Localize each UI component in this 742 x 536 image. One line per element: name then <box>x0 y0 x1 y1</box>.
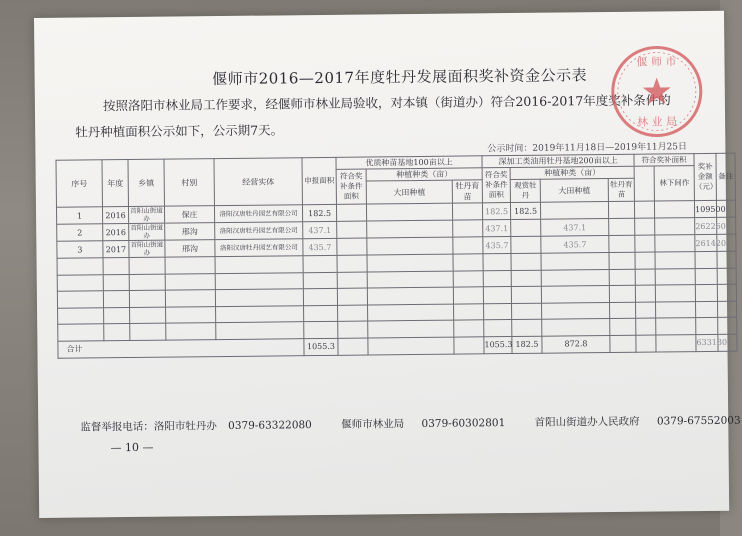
intro-line-2: 牡丹种植面积公示如下，公示期7天。 <box>75 122 284 140</box>
cell-year: 2017 <box>103 241 129 258</box>
street-office-phone: 0379-67552003 <box>656 414 741 428</box>
cell-g2-ornamental <box>511 236 541 253</box>
intro-line-1: 按照洛阳市林业局工作要求，经偃师市林业局验收，对本镇（街道办）符合2016-2017年度奖补条件的 <box>102 92 671 114</box>
street-office-label: 首阳山街道办人民政府 <box>534 415 640 429</box>
cell-declared: 182.5 <box>302 204 336 221</box>
header-year: 年度 <box>102 160 128 207</box>
document-title: 偃师市2016—2017年度牡丹发展面积奖补资金公示表 <box>212 66 588 89</box>
notice-document <box>34 11 741 518</box>
cell-year: 2016 <box>103 224 129 241</box>
forestry-bureau-phone: 0379-60302801 <box>421 417 506 430</box>
subsidy-table <box>55 153 737 359</box>
header-g2-types: 种植种类（亩） <box>510 166 634 179</box>
page-number: — 10 — <box>110 440 154 455</box>
cell-g2-field: 435.7 <box>541 235 609 253</box>
cell-g2-field <box>540 201 608 219</box>
forestry-bureau-label: 偃师市林业局 <box>341 418 405 431</box>
total-amount: 633180 <box>696 334 718 351</box>
header-town: 乡镇 <box>128 159 164 206</box>
hotline-luoyang-phone: 0379-63322080 <box>228 419 312 432</box>
cell-year: 2016 <box>102 207 128 224</box>
cell-g2-field: 437.1 <box>541 218 609 236</box>
notice-period: 公示时间：2019年11月18日—2019年11月25日 <box>487 142 688 155</box>
cell-amount: 262260 <box>695 217 717 234</box>
official-seal-icon <box>606 41 707 142</box>
cell-village: 邢沟 <box>165 223 215 241</box>
hotline-label: 监督举报电话：洛阳市牡丹办 <box>80 420 217 434</box>
cell-g2-eligible: 437.1 <box>483 220 511 237</box>
cell-g2-eligible: 182.5 <box>482 203 510 220</box>
cell-g2-ornamental: 182.5 <box>510 202 540 219</box>
cell-village: 保庄 <box>164 206 214 224</box>
header-declared-area: 申报面积 <box>302 157 336 204</box>
header-g2-nursery: 牡丹育苗 <box>608 178 634 201</box>
header-g2-field: 大田种植 <box>540 178 608 202</box>
cell-seq: 1 <box>56 207 102 224</box>
header-forest-blank <box>634 166 654 201</box>
cell-village: 邢沟 <box>165 240 215 258</box>
header-group-oil-peony-base: 深加工类油用牡丹基地200亩以上 <box>482 154 634 168</box>
total-g2-eligible: 1055.3 <box>484 336 512 353</box>
header-amount: 奖补金额（元） <box>694 153 716 200</box>
cell-seq: 2 <box>57 224 103 241</box>
header-village: 村别 <box>164 159 214 207</box>
cell-town: 首阳山街道办 <box>130 206 163 223</box>
cell-town: 首阳山街道办 <box>130 223 163 240</box>
cell-seq: 3 <box>57 241 103 258</box>
header-g2-eligible: 符合奖补条件面积 <box>482 168 510 203</box>
cell-amount: 109500 <box>695 200 717 217</box>
header-g1-nursery: 牡丹育苗 <box>452 180 482 203</box>
cell-entity: 洛阳汉唐牡丹园艺有限公司 <box>215 239 303 257</box>
svg-text:偃 师 市: 偃 师 市 <box>636 55 677 69</box>
header-remarks: 备注 <box>716 153 735 200</box>
total-declared: 1055.3 <box>304 338 338 355</box>
supervision-hotlines <box>80 413 741 435</box>
svg-text:林 业 局: 林 业 局 <box>637 115 678 129</box>
total-g2-ornamental: 182.5 <box>512 336 542 353</box>
cell-amount: 261420 <box>695 234 717 251</box>
cell-g2-eligible: 435.7 <box>483 237 511 254</box>
total-g2-field: 872.8 <box>542 335 610 352</box>
header-forest-intercrop: 林下间作 <box>654 166 694 201</box>
cell-declared: 437.1 <box>303 221 337 238</box>
cell-g2-ornamental <box>511 219 541 236</box>
cell-town: 首阳山街道办 <box>130 240 164 257</box>
cell-entity: 洛阳汉唐牡丹园艺有限公司 <box>214 205 302 223</box>
header-g1-eligible: 符合奖补条件面积 <box>336 169 366 204</box>
header-entity: 经营实体 <box>214 158 302 206</box>
header-seq: 序号 <box>56 160 102 207</box>
header-group-seedling-base: 优质种苗基地100亩以上 <box>336 156 482 170</box>
cell-entity: 洛阳汉唐牡丹园艺有限公司 <box>215 222 303 240</box>
total-label: 合计 <box>58 339 304 358</box>
header-g2-ornamental: 观赏牡丹 <box>510 179 540 202</box>
header-g1-field: 大田种植 <box>366 180 452 204</box>
header-g1-types: 种植种类（亩） <box>366 168 482 181</box>
header-forest-eligible: 符合奖补面积 <box>634 154 694 167</box>
cell-declared: 435.7 <box>303 238 337 255</box>
